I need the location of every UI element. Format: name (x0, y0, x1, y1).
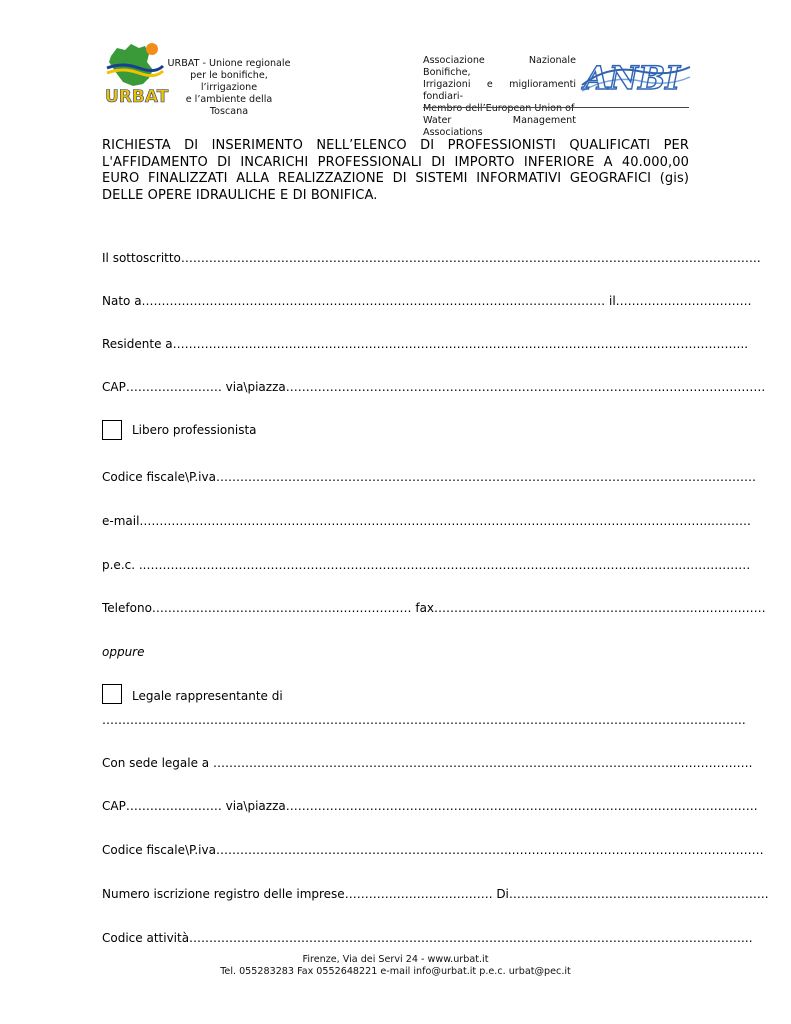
anbi-logo (578, 55, 694, 99)
document-title: RICHIESTA DI INSERIMENTO NELL’ELENCO DI PROFESSIONISTI QUALIFICATI PER L'AFFIDAMENTO DI INCARICHI PROFESSIONALI DI IMPORTO INFERIORE A 40.000,00 EURO FINALIZZATI ALLA REALIZZAZIONE DI SISTEMI INFORMATIVI GEOGRAFICI (gis) DELLE OPERE IDRAULICHE E DI BONIFICA. (102, 138, 689, 203)
field-email[interactable]: e-mail……………………………………………………………………………………………………………………………..………. (102, 514, 751, 528)
anbi-line-4: Water Management Associations (423, 115, 576, 138)
anbi-description (423, 55, 576, 139)
urbat-logo-text: URBAT (105, 87, 169, 107)
field-sede-legale[interactable]: Con sede legale a ……………………………………………………………………………………………………..………………. (102, 756, 753, 770)
footer-contacts: Tel. 055283283 Fax 0552648221 e-mail info@urbat.it p.e.c. urbat@pec.it (220, 966, 571, 977)
footer-address: Firenze, Via dei Servi 24 - www.urbat.it (302, 954, 489, 965)
checkbox-libero[interactable] (102, 420, 122, 440)
field-pec[interactable]: p.e.c. ..…………………………………………………………………………………………………………….……………………… (102, 558, 751, 572)
field-codice-attivita[interactable]: Codice attività……………………………………………………………………….………………………………………………….. (102, 931, 753, 945)
urbat-line-2: per le bonifiche, l’irrigazione (190, 70, 268, 93)
header-divider (423, 107, 689, 108)
urbat-description (166, 58, 292, 118)
field-cap-via-sede[interactable]: CAP…………………… via\piazza………………………………………………………………………………………………………. (102, 799, 758, 813)
checkbox-legale[interactable] (102, 684, 122, 704)
urbat-line-3: e l’ambiente della Toscana (185, 94, 273, 117)
urbat-line-1: URBAT - Unione regionale (167, 58, 291, 69)
field-cap-via[interactable]: CAP…………………… via\piazza…………………………………………………………………………………..……………………. (102, 380, 766, 394)
field-legale-rappresentante[interactable]: …………………………………………………………………………………………………………………………………………….. (102, 713, 746, 727)
option-legale-rappresentante[interactable] (102, 684, 402, 706)
field-residente[interactable]: Residente a…………………………………………………………………………………………………………….……………….. (102, 337, 749, 351)
page-footer (0, 954, 791, 978)
field-sottoscritto[interactable]: Il sottoscritto………………………………………………………………………………………………………………………………. (102, 251, 761, 265)
checkbox-libero-label: Libero professionista (132, 423, 257, 437)
anbi-line-3: Membro dell’European Union of (423, 103, 575, 114)
anbi-logo-text: ANBI (584, 59, 681, 97)
field-codice-fiscale-sede[interactable]: Codice fiscale\P.iva………………………………………………………………..……………………………………………………… (102, 843, 764, 857)
field-iscrizione-registro[interactable]: Numero iscrizione registro delle imprese………………………………. Di……………………………………………………….. (102, 887, 769, 901)
urbat-logo (103, 40, 169, 107)
anbi-line-1: Associazione Nazionale Bonifiche, (423, 55, 576, 78)
field-telefono-fax[interactable]: Telefono………………………………………..……………… fax………………………………………………………..……………… (102, 601, 766, 615)
checkbox-legale-label: Legale rappresentante di (132, 689, 283, 703)
field-codice-fiscale[interactable]: Codice fiscale\P.iva……………………………………………………………………………………………………………………… (102, 470, 756, 484)
option-libero-professionista[interactable] (102, 420, 402, 442)
field-nato-a[interactable]: Nato a…………………………………………………………………………………..………………… il……………………………. (102, 294, 752, 308)
anbi-line-2: Irrigazioni e miglioramenti fondiari- (423, 79, 576, 102)
oppure-label: oppure (102, 645, 145, 659)
